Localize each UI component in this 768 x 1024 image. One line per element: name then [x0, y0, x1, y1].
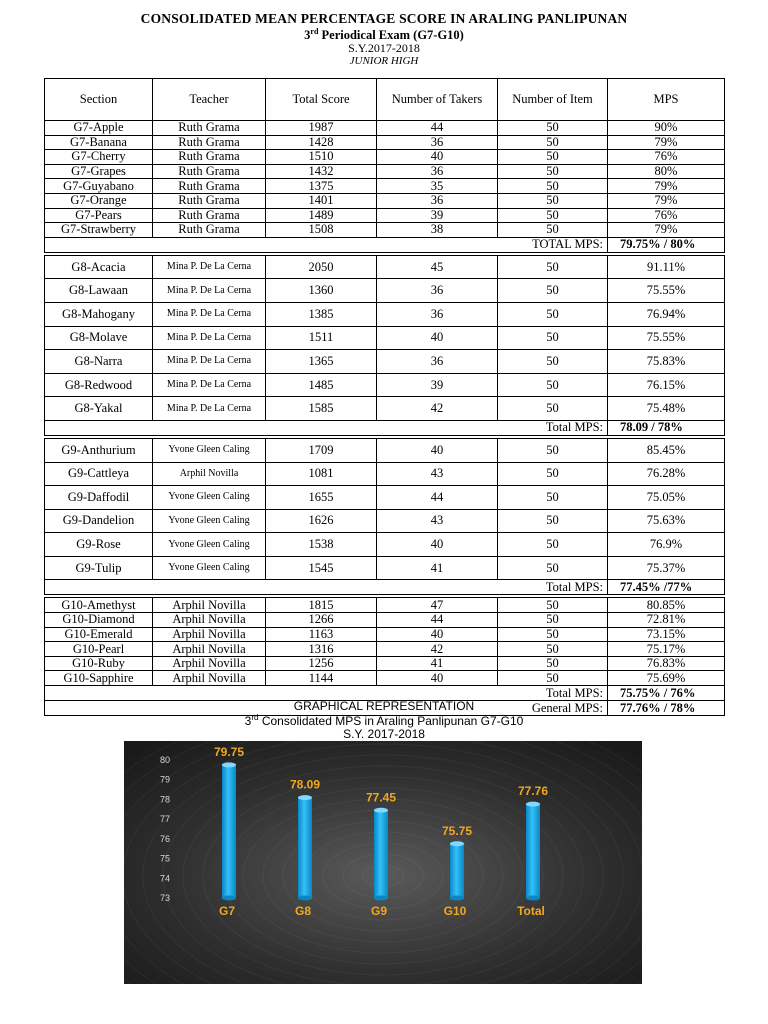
section-cell: G7-Pears: [45, 208, 153, 223]
mps-cell: 75.63%: [608, 509, 725, 533]
takers-cell: 38: [377, 223, 498, 238]
table-row: [45, 462, 725, 486]
takers-cell: 43: [377, 509, 498, 533]
section-cell: G7-Orange: [45, 193, 153, 208]
table-row: [45, 279, 725, 303]
section-cell: G7-Guyabano: [45, 179, 153, 194]
x-category-label: G8: [294, 904, 312, 918]
x-category-label: G9: [370, 904, 388, 918]
mps-bar-chart: [124, 741, 642, 984]
mps-cell: 75.83%: [608, 350, 725, 374]
teacher-cell: Arphil Novilla: [153, 642, 266, 657]
y-tick-label: 80: [159, 755, 170, 765]
total-score-cell: 1511: [266, 326, 377, 350]
teacher-cell: Ruth Grama: [153, 193, 266, 208]
mps-cell: 80.85%: [608, 598, 725, 613]
total-score-cell: 1815: [266, 598, 377, 613]
teacher-cell: Yvone Gleen Caling: [153, 438, 266, 462]
takers-cell: 35: [377, 179, 498, 194]
bar-total: [526, 802, 540, 901]
y-tick-label: 75: [159, 853, 170, 864]
bar-g8: [298, 795, 312, 900]
teacher-cell: Arphil Novilla: [153, 598, 266, 613]
y-tick-label: 79: [159, 774, 170, 785]
section-cell: G8-Narra: [45, 350, 153, 374]
total-score-cell: 1360: [266, 279, 377, 303]
teacher-cell: Mina P. De La Cerna: [153, 279, 266, 303]
items-cell: 50: [498, 533, 608, 557]
mps-cell: 75.48%: [608, 397, 725, 421]
total-score-cell: 1510: [266, 150, 377, 165]
items-cell: 50: [498, 627, 608, 642]
table-row: [45, 533, 725, 557]
mps-cell: 75.05%: [608, 486, 725, 510]
teacher-cell: Yvone Gleen Caling: [153, 533, 266, 557]
teacher-cell: Arphil Novilla: [153, 627, 266, 642]
items-cell: 50: [498, 279, 608, 303]
takers-cell: 41: [377, 656, 498, 671]
teacher-cell: Mina P. De La Cerna: [153, 255, 266, 279]
takers-cell: 36: [377, 350, 498, 374]
table-row: [45, 642, 725, 657]
section-cell: G7-Cherry: [45, 150, 153, 165]
total-mps-label: Total MPS:: [45, 580, 608, 595]
table-row: [45, 397, 725, 421]
mps-cell: 76.83%: [608, 656, 725, 671]
teacher-cell: Ruth Grama: [153, 135, 266, 150]
section-cell: G9-Tulip: [45, 556, 153, 580]
table-row: [45, 613, 725, 628]
total-mps-value: 78.09 / 78%: [608, 420, 725, 435]
items-cell: 50: [498, 326, 608, 350]
items-cell: 50: [498, 121, 608, 136]
school-year: S.Y.2017-2018: [348, 41, 420, 55]
mps-cell: 79%: [608, 193, 725, 208]
items-cell: 50: [498, 223, 608, 238]
total-mps-value: 79.75% / 80%: [608, 237, 725, 252]
mps-cell: 76.28%: [608, 462, 725, 486]
total-score-cell: 1508: [266, 223, 377, 238]
teacher-cell: Arphil Novilla: [153, 656, 266, 671]
takers-cell: 43: [377, 462, 498, 486]
bar-value-label: 77.45: [365, 790, 397, 805]
section-cell: G8-Redwood: [45, 373, 153, 397]
column-header-section: Section: [45, 79, 153, 121]
bar-value-label: 78.09: [289, 777, 321, 792]
section-cell: G8-Mahogany: [45, 302, 153, 326]
items-cell: 50: [498, 150, 608, 165]
total-score-cell: 1316: [266, 642, 377, 657]
table-row: [45, 121, 725, 136]
y-tick-label: 77: [159, 814, 170, 825]
table-row: [45, 135, 725, 150]
table-row: [45, 193, 725, 208]
items-cell: 50: [498, 302, 608, 326]
takers-cell: 40: [377, 326, 498, 350]
section-cell: G10-Amethyst: [45, 598, 153, 613]
teacher-cell: Ruth Grama: [153, 121, 266, 136]
mps-cell: 90%: [608, 121, 725, 136]
teacher-cell: Mina P. De La Cerna: [153, 373, 266, 397]
column-header-number-of-item: Number of Item: [498, 79, 608, 121]
teacher-cell: Mina P. De La Cerna: [153, 350, 266, 374]
section-cell: G9-Anthurium: [45, 438, 153, 462]
section-cell: G7-Strawberry: [45, 223, 153, 238]
takers-cell: 40: [377, 533, 498, 557]
teacher-cell: Yvone Gleen Caling: [153, 556, 266, 580]
chart-caption-title: 3rd Consolidated MPS in Araling Panlipunan G7-G10: [244, 713, 524, 728]
total-score-cell: 1545: [266, 556, 377, 580]
table-row: [45, 255, 725, 279]
takers-cell: 39: [377, 373, 498, 397]
total-mps-value: 77.45% /77%: [608, 580, 725, 595]
items-cell: 50: [498, 556, 608, 580]
total-score-cell: 1432: [266, 164, 377, 179]
section-cell: G7-Grapes: [45, 164, 153, 179]
items-cell: 50: [498, 193, 608, 208]
section-cell: G8-Acacia: [45, 255, 153, 279]
mps-cell: 85.45%: [608, 438, 725, 462]
total-score-cell: 1401: [266, 193, 377, 208]
school-level: JUNIOR HIGH: [349, 55, 419, 67]
section-cell: G10-Pearl: [45, 642, 153, 657]
section-cell: G9-Rose: [45, 533, 153, 557]
section-cell: G7-Banana: [45, 135, 153, 150]
takers-cell: 36: [377, 135, 498, 150]
mps-cell: 75.55%: [608, 326, 725, 350]
total-score-cell: 1626: [266, 509, 377, 533]
group-total-row: [45, 420, 725, 435]
takers-cell: 39: [377, 208, 498, 223]
table-row: [45, 556, 725, 580]
mps-cell: 80%: [608, 164, 725, 179]
mps-cell: 79%: [608, 179, 725, 194]
teacher-cell: Arphil Novilla: [153, 671, 266, 686]
total-score-cell: 1428: [266, 135, 377, 150]
teacher-cell: Arphil Novilla: [153, 613, 266, 628]
column-header-mps: MPS: [608, 79, 725, 121]
items-cell: 50: [498, 350, 608, 374]
takers-cell: 36: [377, 279, 498, 303]
x-category-label: G10: [443, 904, 467, 918]
bar-value-label: 79.75: [213, 744, 245, 759]
teacher-cell: Arphil Novilla: [153, 462, 266, 486]
bar-g9: [374, 808, 388, 901]
takers-cell: 45: [377, 255, 498, 279]
items-cell: 50: [498, 642, 608, 657]
general-mps-label: General MPS:: [45, 701, 608, 716]
teacher-cell: Ruth Grama: [153, 208, 266, 223]
total-score-cell: 1485: [266, 373, 377, 397]
table-row: [45, 179, 725, 194]
table-row: [45, 509, 725, 533]
table-row: [45, 598, 725, 613]
teacher-cell: Mina P. De La Cerna: [153, 397, 266, 421]
total-score-cell: 1585: [266, 397, 377, 421]
takers-cell: 44: [377, 121, 498, 136]
bar-value-label: 75.75: [441, 823, 473, 838]
total-score-cell: 1365: [266, 350, 377, 374]
mps-cell: 76%: [608, 208, 725, 223]
teacher-cell: Ruth Grama: [153, 179, 266, 194]
section-cell: G10-Diamond: [45, 613, 153, 628]
mps-cell: 75.55%: [608, 279, 725, 303]
teacher-cell: Mina P. De La Cerna: [153, 302, 266, 326]
teacher-cell: Mina P. De La Cerna: [153, 326, 266, 350]
table-row: [45, 671, 725, 686]
mps-cell: 76.15%: [608, 373, 725, 397]
items-cell: 50: [498, 462, 608, 486]
takers-cell: 36: [377, 302, 498, 326]
section-cell: G10-Sapphire: [45, 671, 153, 686]
items-cell: 50: [498, 179, 608, 194]
items-cell: 50: [498, 373, 608, 397]
mps-cell: 73.15%: [608, 627, 725, 642]
items-cell: 50: [498, 598, 608, 613]
takers-cell: 40: [377, 627, 498, 642]
y-tick-label: 78: [159, 794, 170, 805]
table-header-row: [45, 79, 725, 121]
bar-g7: [222, 762, 236, 900]
teacher-cell: Ruth Grama: [153, 223, 266, 238]
total-score-cell: 1655: [266, 486, 377, 510]
mps-cell: 76%: [608, 150, 725, 165]
total-score-cell: 1538: [266, 533, 377, 557]
column-header-teacher: Teacher: [153, 79, 266, 121]
total-score-cell: 1266: [266, 613, 377, 628]
total-score-cell: 1163: [266, 627, 377, 642]
section-cell: G7-Apple: [45, 121, 153, 136]
total-mps-label: Total MPS:: [45, 686, 608, 701]
teacher-cell: Yvone Gleen Caling: [153, 509, 266, 533]
x-category-label: Total: [517, 904, 545, 918]
items-cell: 50: [498, 486, 608, 510]
table-row: [45, 164, 725, 179]
items-cell: 50: [498, 656, 608, 671]
takers-cell: 44: [377, 486, 498, 510]
items-cell: 50: [498, 208, 608, 223]
mps-cell: 91.11%: [608, 255, 725, 279]
section-cell: G8-Yakal: [45, 397, 153, 421]
chart-caption-school-year: S.Y. 2017-2018: [343, 727, 425, 741]
group-total-row: [45, 580, 725, 595]
table-row: [45, 373, 725, 397]
column-header-total-score: Total Score: [266, 79, 377, 121]
total-score-cell: 1987: [266, 121, 377, 136]
section-cell: G9-Daffodil: [45, 486, 153, 510]
mps-cell: 76.9%: [608, 533, 725, 557]
table-row: [45, 486, 725, 510]
table-row: [45, 150, 725, 165]
items-cell: 50: [498, 613, 608, 628]
teacher-cell: Ruth Grama: [153, 150, 266, 165]
total-score-cell: 1489: [266, 208, 377, 223]
table-row: [45, 656, 725, 671]
total-score-cell: 1375: [266, 179, 377, 194]
teacher-cell: Yvone Gleen Caling: [153, 486, 266, 510]
mps-cell: 79%: [608, 135, 725, 150]
chart-caption-heading: GRAPHICAL REPRESENTATION: [293, 699, 475, 713]
total-mps-value: 75.75% / 76%: [608, 686, 725, 701]
total-score-cell: 1144: [266, 671, 377, 686]
table-row: [45, 326, 725, 350]
table-row: [45, 223, 725, 238]
total-score-cell: 1081: [266, 462, 377, 486]
items-cell: 50: [498, 164, 608, 179]
takers-cell: 44: [377, 613, 498, 628]
section-cell: G8-Lawaan: [45, 279, 153, 303]
section-cell: G10-Ruby: [45, 656, 153, 671]
items-cell: 50: [498, 397, 608, 421]
x-category-label: G7: [218, 904, 236, 918]
mps-cell: 75.17%: [608, 642, 725, 657]
table-row: [45, 438, 725, 462]
y-tick-label: 73: [159, 893, 170, 903]
total-mps-label: TOTAL MPS:: [45, 237, 608, 252]
takers-cell: 42: [377, 642, 498, 657]
takers-cell: 41: [377, 556, 498, 580]
column-header-number-of-takers: Number of Takers: [377, 79, 498, 121]
mps-cell: 72.81%: [608, 613, 725, 628]
mps-cell: 75.69%: [608, 671, 725, 686]
table-row: [45, 302, 725, 326]
items-cell: 50: [498, 135, 608, 150]
mps-cell: 79%: [608, 223, 725, 238]
general-mps-value: 77.76% / 78%: [608, 701, 725, 716]
bar-g10: [450, 841, 464, 900]
mps-table: [44, 78, 725, 716]
bar-value-label: 77.76: [517, 784, 549, 799]
mps-cell: 76.94%: [608, 302, 725, 326]
items-cell: 50: [498, 671, 608, 686]
table-row: [45, 208, 725, 223]
total-score-cell: 1709: [266, 438, 377, 462]
section-cell: G10-Emerald: [45, 627, 153, 642]
takers-cell: 40: [377, 671, 498, 686]
takers-cell: 47: [377, 598, 498, 613]
items-cell: 50: [498, 509, 608, 533]
items-cell: 50: [498, 255, 608, 279]
items-cell: 50: [498, 438, 608, 462]
takers-cell: 40: [377, 150, 498, 165]
total-score-cell: 1256: [266, 656, 377, 671]
document-title: CONSOLIDATED MEAN PERCENTAGE SCORE IN ARALING PANLIPUNAN: [140, 11, 628, 26]
table-row: [45, 350, 725, 374]
total-score-cell: 1385: [266, 302, 377, 326]
takers-cell: 42: [377, 397, 498, 421]
mps-cell: 75.37%: [608, 556, 725, 580]
y-tick-label: 76: [159, 833, 170, 844]
teacher-cell: Ruth Grama: [153, 164, 266, 179]
takers-cell: 36: [377, 193, 498, 208]
table-row: [45, 627, 725, 642]
takers-cell: 36: [377, 164, 498, 179]
section-cell: G9-Dandelion: [45, 509, 153, 533]
total-score-cell: 2050: [266, 255, 377, 279]
section-cell: G8-Molave: [45, 326, 153, 350]
exam-subtitle: 3rd Periodical Exam (G7-G10): [304, 27, 464, 43]
y-tick-label: 74: [159, 873, 170, 884]
takers-cell: 40: [377, 438, 498, 462]
total-mps-label: Total MPS:: [45, 420, 608, 435]
section-cell: G9-Cattleya: [45, 462, 153, 486]
group-total-row: [45, 237, 725, 252]
